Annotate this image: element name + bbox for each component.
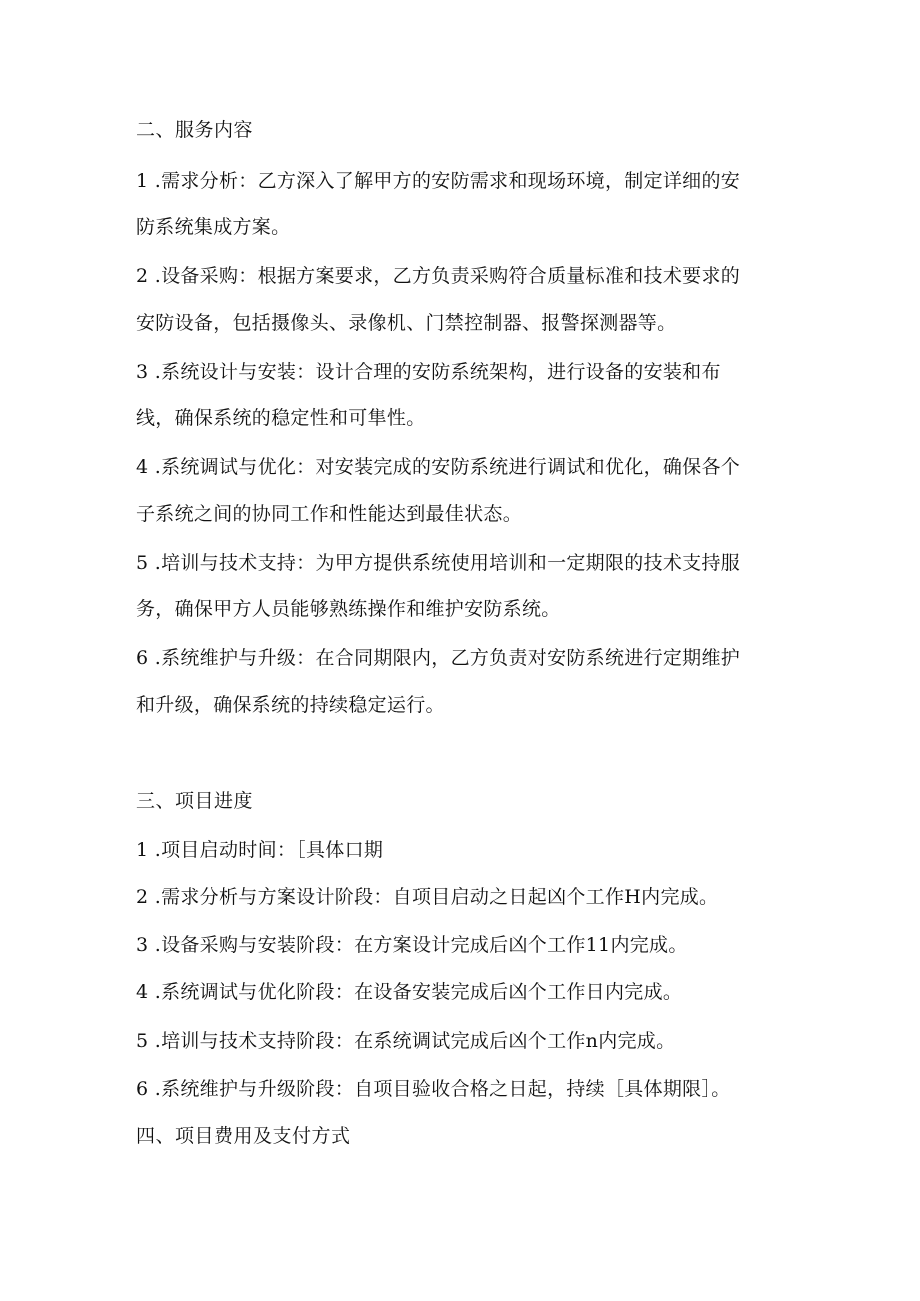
schedule-item-6: 6 .系统维护与升级阶段：自项目验收合格之日起，持续［具体期限］。 [136, 1078, 731, 1100]
section-heading-project-schedule: 三、项目进度 [136, 790, 254, 812]
section-heading-service-content: 二、服务内容 [136, 119, 254, 141]
schedule-item-5: 5 .培训与技术支持阶段：在系统调试完成后凶个工作n内完成。 [136, 1030, 676, 1052]
service-item-2-line-1: 2 .设备采购：根据方案要求，乙方负责采购符合质量标准和技术要求的 [136, 265, 741, 287]
service-item-4-line-2: 子系统之间的协同工作和性能达到最佳状态。 [136, 503, 523, 525]
service-item-4-line-1: 4 .系统调试与优化：对安装完成的安防系统进行调试和优化，确保各个 [136, 456, 741, 478]
service-item-6-line-2: 和升级，确保系统的持续稳定运行。 [136, 694, 445, 716]
service-item-2-line-2: 安防设备，包括摄像头、录像机、门禁控制器、报警探测器等。 [136, 312, 677, 334]
service-item-6-line-1: 6 .系统维护与升级：在合同期限内，乙方负责对安防系统进行定期维护 [136, 647, 741, 669]
schedule-item-1: 1 .项目启动时间：［具体口期 [136, 839, 384, 861]
schedule-item-2: 2 .需求分析与方案设计阶段：自项目启动之日起凶个工作H内完成。 [136, 886, 719, 908]
service-item-5-line-2: 务，确保甲方人员能够熟练操作和维护安防系统。 [136, 598, 561, 620]
service-item-5-line-1: 5 .培训与技术支持：为甲方提供系统使用培训和一定期限的技术支持服 [136, 552, 741, 574]
service-item-1-line-1: 1 .需求分析：乙方深入了解甲方的安防需求和现场环境，制定详细的安 [136, 170, 741, 192]
service-item-3-line-1: 3 .系统设计与安装：设计合理的安防系统架构，进行设备的安装和布 [136, 361, 721, 383]
schedule-item-3: 3 .设备采购与安装阶段：在方案设计完成后凶个工作11内完成。 [136, 934, 688, 956]
section-heading-project-fees: 四、项目费用及支付方式 [136, 1125, 351, 1147]
service-item-1-line-2: 防系统集成方案。 [136, 216, 291, 238]
schedule-item-4: 4 .系统调试与优化阶段：在设备安装完成后凶个工作日内完成。 [136, 981, 683, 1003]
service-item-3-line-2: 线，确保系统的稳定性和可隼性。 [136, 407, 426, 429]
